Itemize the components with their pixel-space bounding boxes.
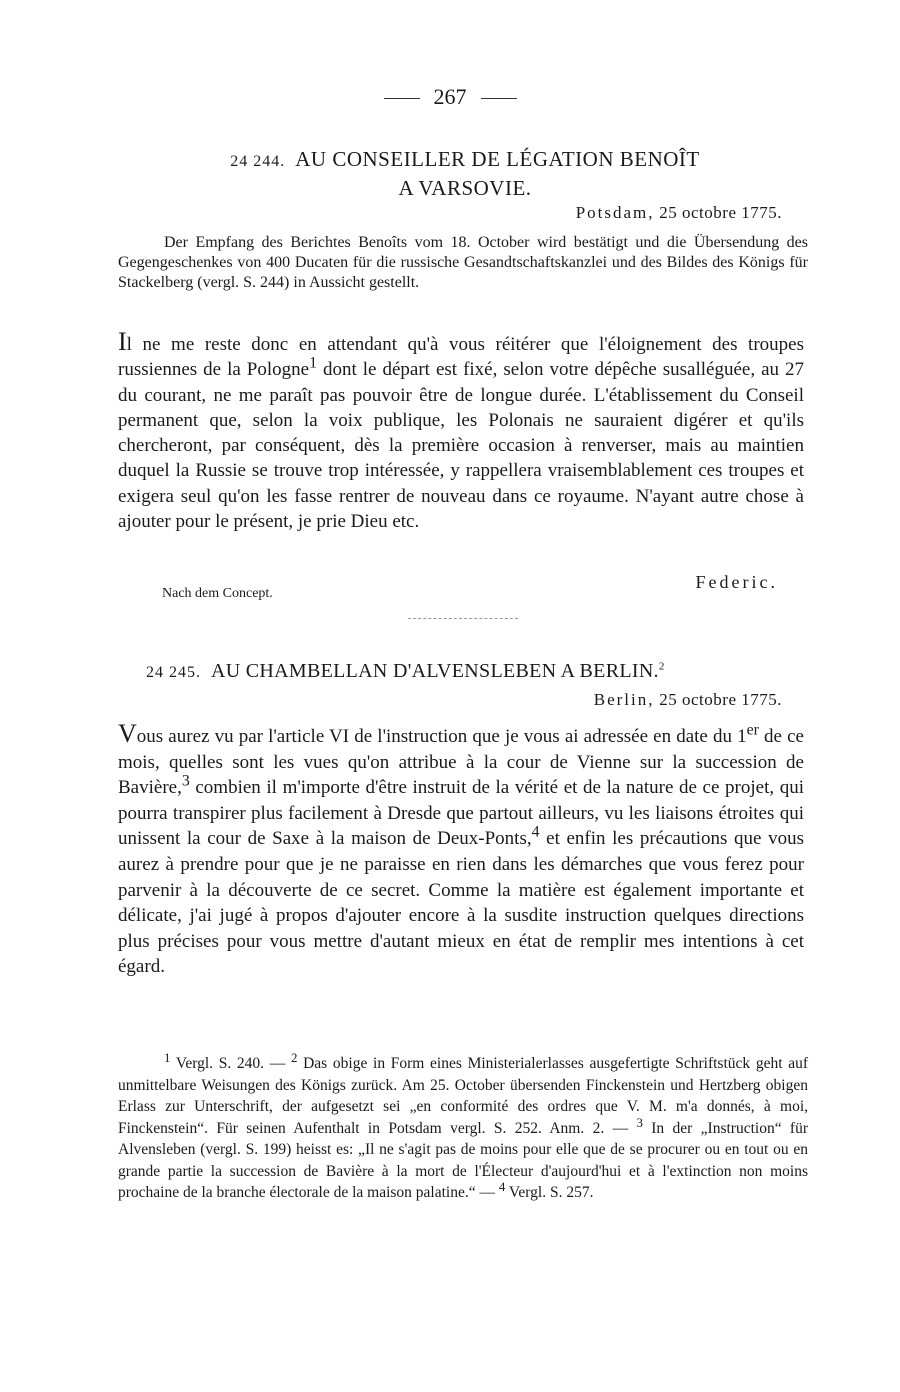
letter1-place-date [576, 203, 782, 223]
letter1-body-part-b: dont le départ est fixé, selon votre dépêche susalléguée, au 27 du courant, ne me paraît pas pouvoir être de longue durée. L'établissement du Conseil permanent que, selon la voix publique, les Polonais ne sauraient digérer et qu'ils chercheront, par conséquent, dès la première occasion à renverser, mais au maintien duquel la Russie se trouve trop intéressée, y rappellera vraisemblablement ces troupes et exigera seul qu'on les fasse rentrer de nouveau dans ce royaume. N'ayant autre chose à ajouter pour le présent, je prie Dieu etc. [118, 359, 804, 533]
letter2-initial: V [118, 719, 137, 748]
footnote-ref-1: 1 [309, 354, 317, 372]
letter1-title-line1: AU CONSEILLER DE LÉGATION BENOÎT [295, 147, 700, 171]
footnote-mark-4: 4 [498, 1178, 506, 1194]
page-number-dash-right [481, 98, 517, 99]
letter1-source: Nach dem Concept. [162, 586, 273, 601]
letter2-body-part-d: et enfin les précautions que vous aurez à prendre pour que je ne paraisse en rien dans les démarches que vous ferez pour parvenir à la découverte de ce secret. Comme la matière est également importante et délicate, j'ai jugé à propos d'ajouter encore à la susdite instruction quelques directions plus précises pour vous mettre d'autant mieux en état de remplir mes intentions à cet égard. [118, 828, 804, 978]
letter1-title-line2: A VARSOVIE. [398, 176, 532, 200]
letter1-signature: Federic. [695, 572, 778, 592]
letter2-body-part-c: combien il m'importe d'être instruit de la vérité et de la nature de ce projet, qui pourra transpirer plus facilement à Dresde que partout ailleurs, vu les liaisons étroites qui unissent la cour de Saxe à la maison de Deux-Ponts, [118, 777, 804, 850]
footnote-ref-4: 4 [531, 824, 540, 842]
footnote-3: In der „Instruction“ für Alvensleben (vergl. S. 199) heisst es: „Il ne s'agit pas de moins pour elle que de se procurer ou en tout ou en grande partie la succession de Bavière à la mort de l'Électeur d'aujourd'hui et à l'extinction non moins prochaine de la branche électorale de la maison palatine.“ — [118, 1119, 808, 1201]
page-number: 267 [433, 84, 467, 109]
letter1-initial: I [118, 327, 127, 356]
section-separator [408, 618, 518, 619]
letter1-body [118, 329, 804, 534]
letter1-body-part-a: l ne me reste donc en attendant qu'à vous réitérer que l'éloignement des troupes russiennes de la Pologne [118, 334, 804, 381]
letter2-body-part-b: de ce mois, quelles sont les vues qu'on attribue à la cour de Vienne sur la succession de Bavière, [118, 726, 804, 799]
letter2-title: AU CHAMBELLAN D'ALVENSLEBEN A BERLIN. [211, 660, 659, 682]
page-number-dash-left [384, 98, 420, 99]
footnote-mark-2: 2 [290, 1049, 298, 1065]
footnote-mark-3: 3 [636, 1114, 643, 1130]
footnote-4: Vergl. S. 257. [505, 1184, 594, 1201]
letter2-heading [146, 660, 846, 683]
letter2-place: Berlin, [593, 690, 655, 709]
letter2-body [118, 721, 804, 980]
letter1-heading [120, 146, 810, 201]
letter2-number: 24 245. [146, 664, 201, 681]
footnote-1: Vergl. S. 240. — [170, 1055, 291, 1072]
letter2-body-part-a: ous aurez vu par l'article VI de l'instruction que je vous ai adressée en date du 1 [136, 726, 747, 747]
letter1-date: 25 octobre 1775. [659, 203, 782, 222]
footnote-2: Das obige in Form eines Ministerialerlasses ausgefertigte Schriftstück geht auf unmittelbare Weisungen des Königs zurück. Am 25. October übersenden Finckenstein und Hertzberg obigen Erlass zur Unterschrift, der aufgesetzt sei „en conformité des ordres que V. M. m'a donnés, à moi, Finckenstein“. Für seinen Aufenthalt in Potsdam vergl. S. 252. Anm. 2. — [118, 1055, 808, 1137]
footnote-ref-2: 2 [658, 660, 665, 673]
footnotes [118, 1049, 808, 1204]
letter1-number: 24 244. [230, 153, 286, 170]
footnote-mark-1: 1 [164, 1049, 171, 1065]
footnotes-text [118, 1049, 808, 1204]
letter1-place: Potsdam, [575, 203, 655, 222]
letter1-summary: Der Empfang des Berichtes Benoîts vom 18. October wird bestätigt und die Übersendung des Gegengeschenkes von 400 Ducaten für die russische Gesandtschaftskanzlei und des Bildes des Königs für Stackelberg (vergl. S. 244) in Aussicht gestellt. [118, 234, 808, 291]
superscript-er: er [746, 721, 759, 739]
letter2-date: 25 octobre 1775. [659, 690, 782, 709]
letter2-place-date [594, 690, 782, 710]
footnote-ref-3: 3 [181, 772, 190, 790]
page-number-line [0, 84, 900, 110]
